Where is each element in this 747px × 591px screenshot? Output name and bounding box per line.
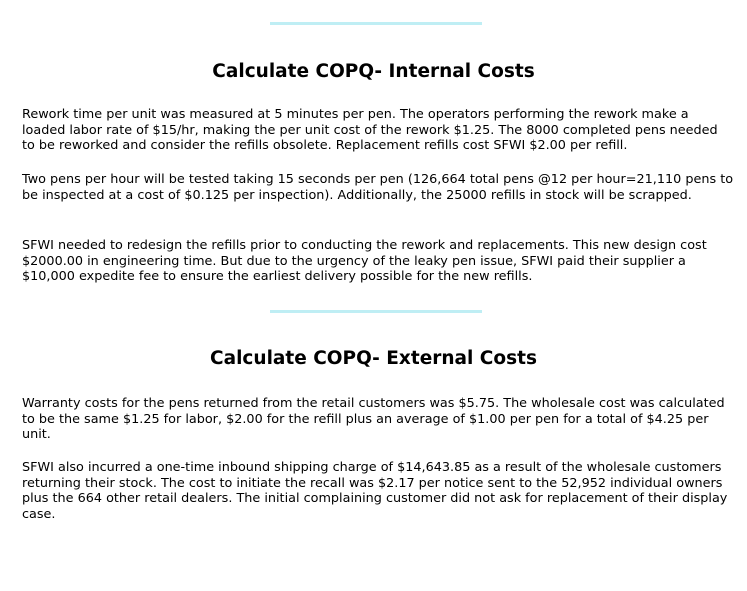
internal-paragraph-2: Two pens per hour will be tested taking 15 seconds per pen (126,664 total pens @12 per hour=21,110 pens to be inspected at a cost of $0.125 per inspection). Additionally, the 25000 refills in stock will be scrapped. xyxy=(22,172,734,203)
internal-paragraph-3: SFWI needed to redesign the refills prior to conducting the rework and replacements. This new design cost $2000.00 in engineering time. But due to the urgency of the leaky pen issue, SFWI paid their supplier a $10,000 expedite fee to ensure the earliest delivery possible for the new refills. xyxy=(22,238,707,284)
external-costs-heading: Calculate COPQ- External Costs xyxy=(210,348,537,369)
internal-costs-heading: Calculate COPQ- Internal Costs xyxy=(212,61,535,82)
divider-middle xyxy=(270,310,482,313)
external-paragraph-2: SFWI also incurred a one-time inbound shipping charge of $14,643.85 as a result of the wholesale customers returning their stock. The cost to initiate the recall was $2.17 per notice sent to the 52,952 individual owners plus the 664 other retail dealers. The initial complaining customer did not ask for replacement of their display case. xyxy=(22,460,728,522)
divider-top xyxy=(270,22,482,25)
external-paragraph-1: Warranty costs for the pens returned from the retail customers was $5.75. The wholesale cost was calculated to be the same $1.25 for labor, $2.00 for the refill plus an average of $1.00 per pen for a total of $4.25 per unit. xyxy=(22,396,725,442)
internal-paragraph-1: Rework time per unit was measured at 5 minutes per pen. The operators performing the rework make a loaded labor rate of $15/hr, making the per unit cost of the rework $1.25. The 8000 completed pens needed to be reworked and consider the refills obsolete. Replacement refills cost SFWI $2.00 per refill. xyxy=(22,107,718,153)
